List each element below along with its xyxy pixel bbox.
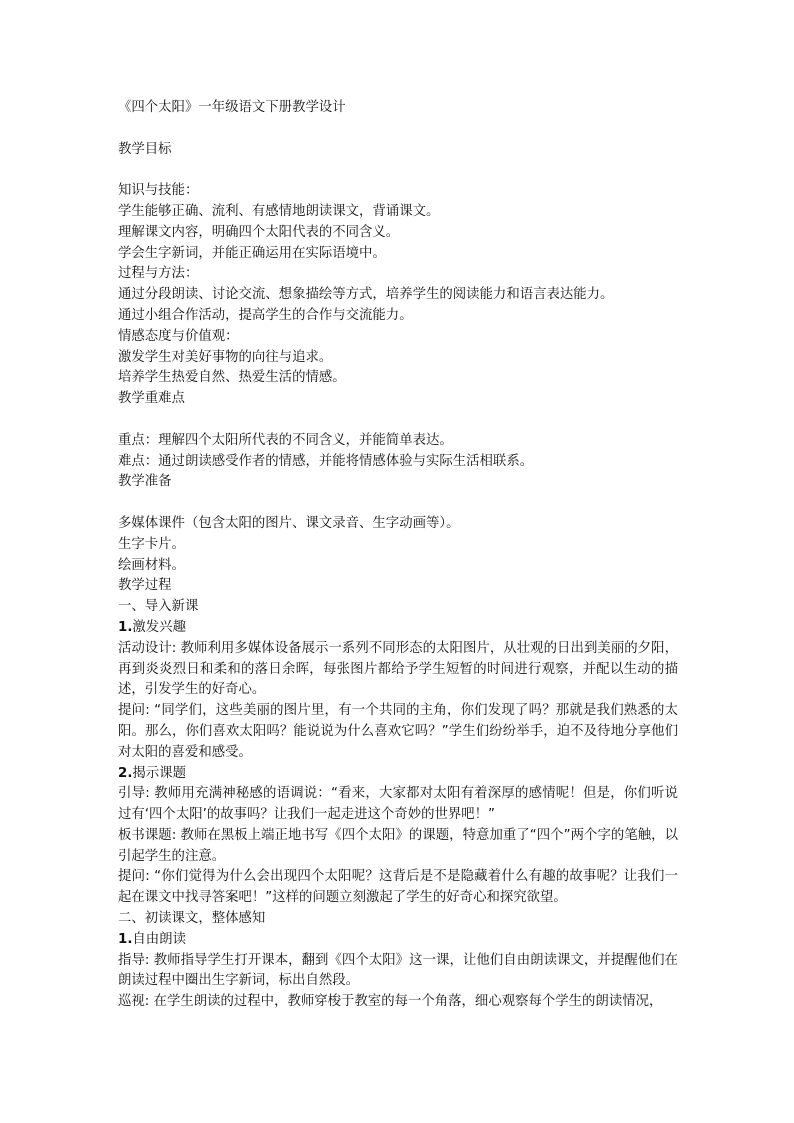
subheading-1-1	[118, 618, 678, 639]
paragraph-question-2: 提问: “你们觉得为什么会出现四个太阳呢？这背后是不是隐藏着什么有趣的故事呢？让我们一起在课文中找寻答案吧！”这样的问题立刻激起了学生的好奇心和探究欲望。	[118, 869, 678, 906]
subheading-text: 激发兴趣	[132, 619, 186, 635]
heading-teaching-process: 教学过程	[118, 578, 172, 594]
heading-keypoints: 教学重难点	[118, 391, 185, 407]
knowledge-item-3: 学会生字新词，并能正确运用在实际语境中。	[118, 245, 386, 261]
heading-preparation: 教学准备	[118, 474, 172, 490]
heading-goals: 教学目标	[118, 141, 172, 157]
subheading-number: 1.	[118, 931, 133, 947]
paragraph-reading-guide: 指导: 教师指导学生打开课本，翻到《四个太阳》这一课，让他们自由朗读课文，并提醒他们在朗读过程中圈出生字新词，标出自然段。	[118, 952, 678, 989]
process-method-item-1: 通过分段朗读、讨论交流、想象描绘等方式，培养学生的阅读能力和语言表达能力。	[118, 287, 614, 303]
knowledge-label: 知识与技能：	[118, 183, 199, 199]
blank-line	[118, 160, 678, 181]
paragraph-question-1: 提问: “同学们，这些美丽的图片里，有一个共同的主角，你们发现了吗？那就是我们熟悉的太阳。那么，你们喜欢太阳吗？能说说为什么喜欢它吗？”学生们纷纷举手，迫不及待地分享他们对太阳的喜爱和感受。	[118, 703, 678, 760]
prep-item-3: 绘画材料。	[118, 557, 185, 573]
subheading-number: 1.	[118, 619, 133, 635]
knowledge-item-2: 理解课文内容，明确四个太阳代表的不同含义。	[118, 224, 400, 240]
subheading-text: 自由朗读	[132, 931, 186, 947]
document-title: 《四个太阳》一年级语文下册教学设计	[118, 100, 346, 115]
emotion-label: 情感态度与价值观：	[118, 328, 239, 344]
section-heading-1: 一、导入新课	[118, 599, 199, 615]
subheading-2-1	[118, 930, 678, 951]
paragraph-patrol: 巡视: 在学生朗读的过程中，教师穿梭于教室的每一个角落，细心观察每个学生的朗读情况，	[118, 994, 663, 1010]
difficulty-text: 难点：通过朗读感受作者的情感，并能将情感体验与实际生活相联系。	[118, 453, 534, 469]
process-method-item-2: 通过小组合作活动，提高学生的合作与交流能力。	[118, 307, 413, 323]
emotion-item-1: 激发学生对美好事物的向往与追求。	[118, 349, 333, 365]
prep-item-2: 生字卡片。	[118, 536, 185, 552]
blank-line	[118, 410, 678, 431]
process-method-label: 过程与方法：	[118, 266, 199, 282]
subheading-number: 2.	[118, 765, 133, 781]
blank-line	[118, 493, 678, 514]
keypoint-text: 重点：理解四个太阳所代表的不同含义，并能简单表达。	[118, 432, 453, 448]
paragraph-activity-design: 活动设计: 教师利用多媒体设备展示一系列不同形态的太阳图片，从壮观的日出到美丽的夕阳，再到炎炎烈日和柔和的落日余晖，每张图片都给予学生短暂的时间进行观察，并配以生动的描述，引发学生的好奇心。	[118, 640, 678, 698]
emotion-item-2: 培养学生热爱自然、热爱生活的情感。	[118, 370, 346, 386]
paragraph-blackboard-title: 板书课题: 教师在黑板上端正地书写《四个太阳》的课题，特意加重了“四个”两个字的笔触，以引起学生的注意。	[118, 827, 678, 864]
blank-line	[118, 119, 678, 140]
subheading-1-2	[118, 764, 678, 785]
knowledge-item-1: 学生能够正确、流利、有感情地朗读课文，背诵课文。	[118, 203, 440, 219]
paragraph-guide: 引导: 教师用充满神秘感的语调说：“看来，大家都对太阳有着深厚的感情呢！但是，你们听说过有‘四个太阳’的故事吗？让我们一起走进这个奇妙的世界吧！”	[118, 786, 678, 823]
subheading-text: 揭示课题	[132, 765, 186, 781]
document-body	[118, 98, 678, 1013]
section-heading-2: 二、初读课文，整体感知	[118, 911, 266, 927]
prep-item-1: 多媒体课件（包含太阳的图片、课文录音、生字动画等）。	[118, 515, 460, 531]
